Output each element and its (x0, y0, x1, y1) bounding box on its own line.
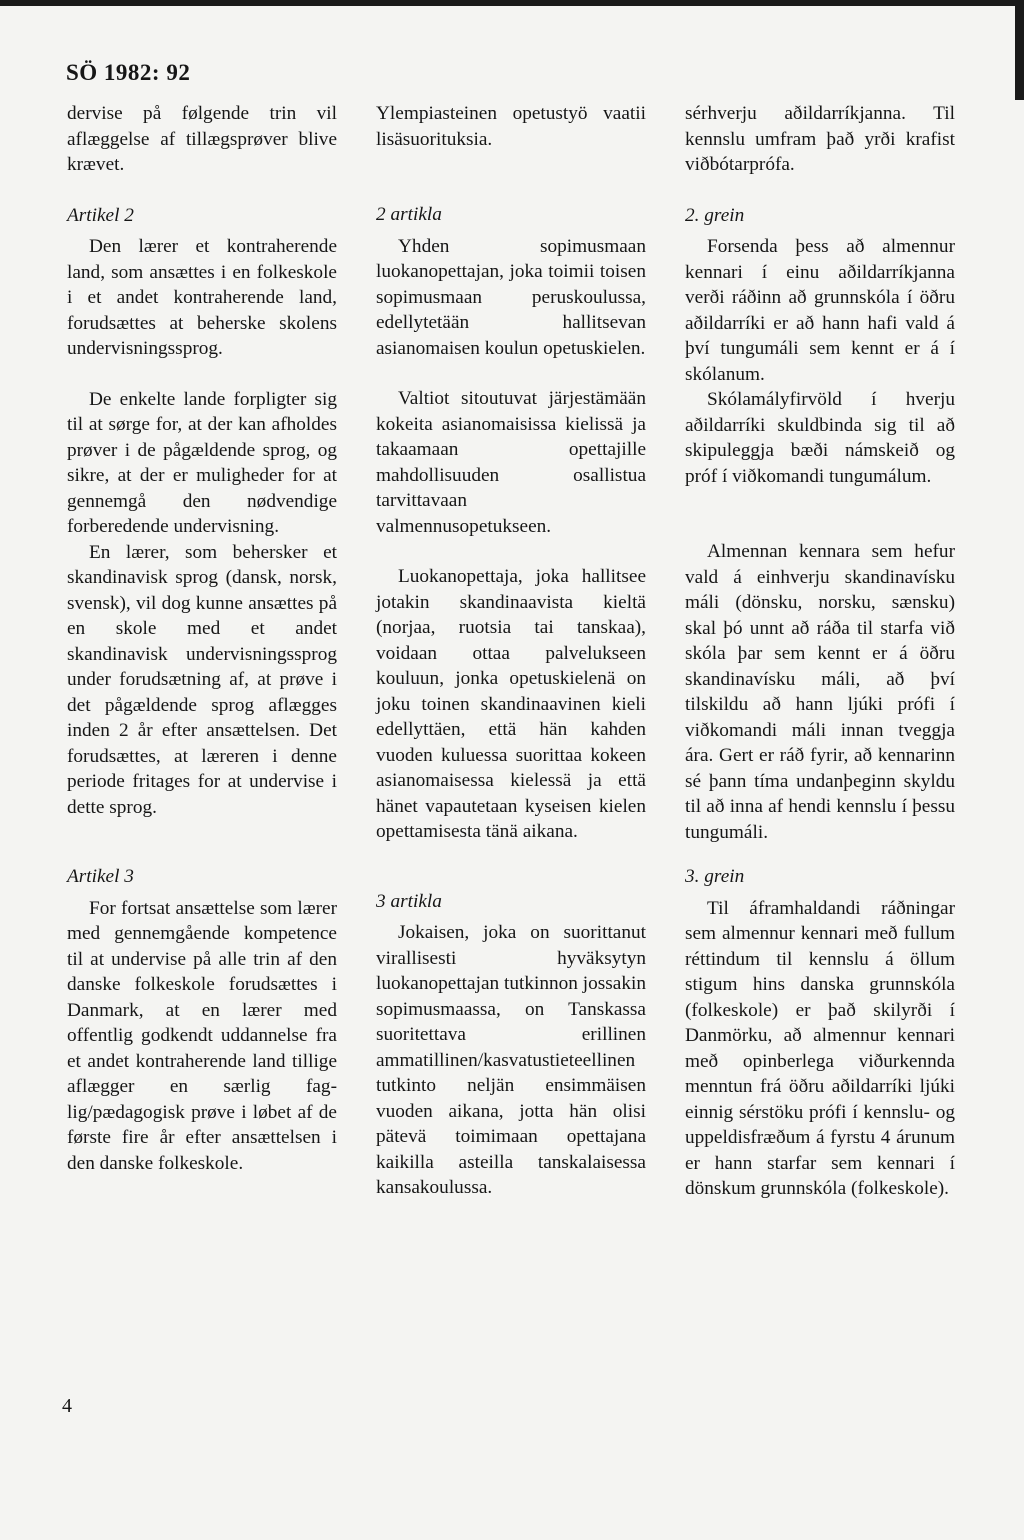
paragraph: En lærer, som behersker et skandinavisk sprog (dansk, norsk, svensk), vil dog kunne ansættes på en skole med et andet skandinavisk undervisningssprog under forudsætning af, at prøve i det pågældende sprog aflægges inden 2 år efter ansættelsen. Det forudsættes, at læreren i denne periode fritages for at undervise i dette sprog. (67, 541, 337, 818)
paragraph: Den lærer et kontraherende land, som ansættes i en folkeskole i et andet kontraherende land, forudsættes at beherske skolens undervisningssprog. (67, 236, 337, 359)
paragraph: De enkelte lande forpligter sig til at sørge for, at der kan afholdes prøver i de pågældende sprog, og sikre, at der er muligheder for at gennemgå den nødvendige forberedende undervisning. (67, 388, 337, 537)
section-heading: 3 artikla (376, 890, 442, 912)
section-heading: 2 artikla (376, 204, 442, 225)
column-finnish (376, 101, 646, 1201)
section-heading: 2. grein (685, 204, 745, 226)
intro-text: sérhverju aðildarríkjanna. Til kennslu umfram það yrði krafist viðbótarprófa. (685, 103, 955, 175)
scan-top-border (0, 0, 1024, 6)
document-reference: SÖ 1982: 92 (66, 60, 191, 85)
paragraph: Til áframhaldandi ráðningar sem almennur kennari með fullum réttindum til kennslu á öllum stigum hins danska grunnskóla (folkeskole) er það skilyrði í Danmörku, að almennur kennari með opinberlega viðurkennda menntun frá öðru aðildarríki ljúki einnig sérstöku prófi í kennslu- og uppeldisfræðum á fyrstu 4 árunum er hann starfar sem kennari í dönskum grunnskóla (folkeskole). (685, 897, 955, 1199)
paragraph: Forsenda þess að almennur kennari í einu aðildarríkjanna verði ráðinn að grunnskóla í öðru aðildarríki er að hann hafi vald á því tungumáli sem kennt er á í skólanum. (685, 236, 955, 385)
intro-text: dervise på følgende trin vil aflæggelse af tillægsprøver blive krævet. (67, 103, 337, 175)
scan-right-edge (1015, 0, 1024, 100)
section-heading: Artikel 2 (67, 204, 134, 226)
column-icelandic (685, 101, 955, 1202)
paragraph: Yhden sopimusmaan luokanopettajan, joka toimii toisen sopimusmaan peruskoulussa, edellytetään hallitsevan asianomaisen koulun opetuskielen. (376, 235, 646, 359)
paragraph: Jokaisen, joka on suorittanut virallisesti hyväksytyn luokanopettajan tutkinnon jossakin sopimusmaassa, on Tanskassa suoritettava erillinen ammatillinen/kasvatustieteellinen tutkinto neljän ensimmäisen vuoden aikana, jotta hän olisi pätevä toimimaan opettajana kaikilla asteilla tanskalaisessa kansakoulussa. (376, 922, 646, 1198)
column-danish (67, 101, 337, 1176)
paragraph: Almennan kennara sem hefur vald á einhverju skandinavísku máli (dönsku, norsku, sænsku) skal þó unnt að ráða til starfa við skóla þar sem kennt er á öðru skandinavísku máli, að því tilskildu að hann ljúki prófi í viðkomandi máli innan tveggja ára. Gert er ráð fyrir, að kennarinn sé þann tíma undanþeginn skyldu til að inna af hendi kennslu í þessu tungumáli. (685, 541, 955, 843)
paragraph: Valtiot sitoutuvat järjestämään kokeita asianomaisissa kielissä ja takaamaan opettajille mahdollisuuden osallistua tarvittavaan valmennusopetukseen. (376, 388, 646, 537)
intro-text: Ylempiasteinen opetustyö vaatii lisäsuorituksia. (376, 103, 646, 150)
page-number: 4 (62, 1395, 72, 1417)
section-heading: Artikel 3 (67, 866, 134, 887)
paragraph: Skólamályfirvöld í hverju aðildarríki skuldbinda sig til að skipuleggja bæði námskeið og próf í viðkomandi tungumálum. (685, 389, 955, 487)
paragraph: Luokanopettaja, joka hallitsee jotakin skandinaavista kieltä (norjaa, ruotsia tai tanskaa), voidaan ottaa palvelukseen kouluun, jonka opetuskielenä on joku toinen skandinaavinen kieli edellyttäen, että hän kahden vuoden kuluessa suorittaa kokeen asianomaisessa kielessä ja että hänet vapautetaan kyseisen kielen opettamisesta tänä aikana. (376, 566, 646, 842)
section-heading: 3. grein (685, 866, 745, 887)
paragraph: For fortsat ansættelse som lærer med gennemgående kompetence til at undervise på alle trin af den danske folkeskole forudsættes i Danmark, at en lærer med offentlig godkendt uddannelse fra et andet kontraherende land tillige aflægger en særlig fag-lig/pædagogisk prøve i løbet af de første fire år efter ansættelsen i den danske folkeskole. (67, 897, 337, 1174)
